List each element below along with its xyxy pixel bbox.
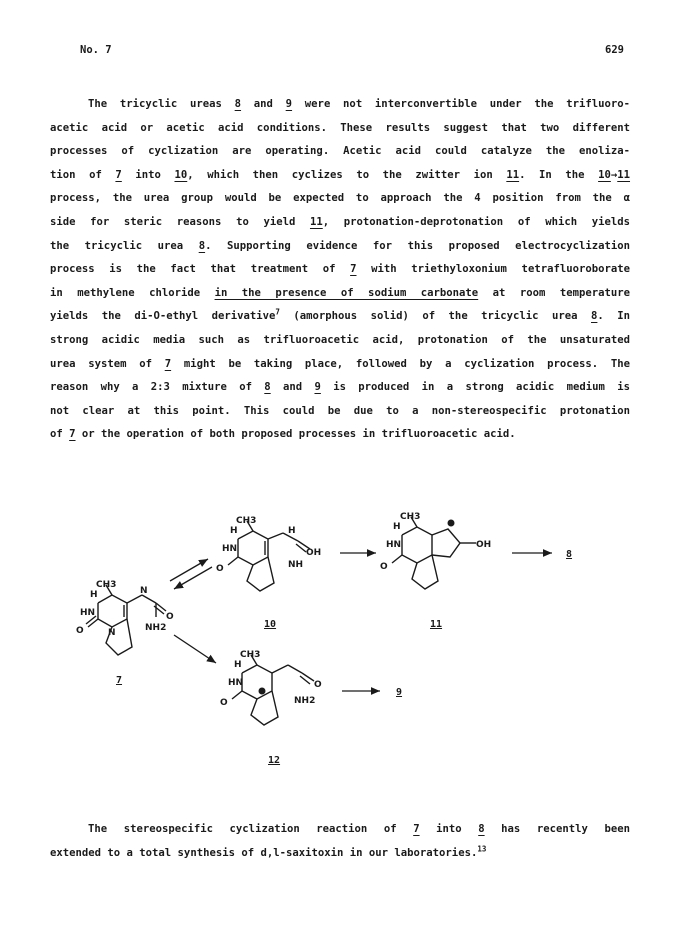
- compound-reference: 7: [69, 428, 76, 441]
- atom-o: O: [166, 612, 174, 622]
- compound-reference: 9: [285, 98, 293, 110]
- charge-dot: [259, 688, 266, 695]
- product-label-9: 9: [396, 687, 403, 698]
- compound-label-11: 11: [430, 619, 443, 630]
- compound-label-7: 7: [116, 675, 123, 686]
- text-span: or the operation of both proposed processes in trifluoroacetic acid.: [75, 428, 516, 441]
- text-span: (amorphous solid) of the tricyclic urea: [279, 310, 592, 323]
- compound-reference: 7: [350, 263, 357, 276]
- compound-reference: 8: [478, 823, 485, 835]
- compound-label-12: 12: [268, 755, 281, 766]
- text-line: [50, 423, 630, 447]
- text-span: and: [241, 98, 286, 110]
- text-line: [50, 93, 630, 117]
- product-label-8: 8: [566, 549, 573, 560]
- compound-reference: 8: [234, 98, 242, 110]
- text-span: The stereospecific cyclization reaction of: [88, 823, 414, 835]
- compound-reference: in the presence of sodium carbonate: [214, 286, 479, 299]
- text-span: →: [610, 168, 618, 181]
- text-line: [50, 818, 630, 842]
- text-line: [50, 353, 630, 377]
- text-span: process, the urea group would be expected to approach the 4 position from the α: [50, 192, 630, 205]
- page-number: 629: [605, 44, 624, 56]
- text-span: the tricyclic urea: [50, 239, 199, 252]
- text-line: [50, 376, 630, 400]
- atom-h: H: [90, 590, 98, 600]
- atom-nh: NH: [288, 560, 304, 570]
- equilibrium-arrow-forward: [170, 559, 208, 581]
- atom-h: H: [393, 522, 401, 532]
- text-span: strong acidic media such as trifluoroacetic acid, protonation of the unsaturated: [50, 333, 630, 346]
- text-span: not clear at this point. This could be due to a non-stereospecific protonation: [50, 404, 630, 417]
- atom-hn: HN: [228, 678, 244, 688]
- compound-reference: 10: [598, 168, 611, 181]
- text-span: with triethyloxonium tetrafluoroborate: [356, 263, 630, 276]
- atom-o: O: [314, 680, 322, 690]
- atom-ch3: CH3: [96, 580, 117, 590]
- compound-reference: 7: [115, 168, 122, 181]
- atom-nh2: NH2: [145, 623, 167, 633]
- reference-superscript: 7: [275, 307, 280, 317]
- journal-number: No. 7: [80, 44, 112, 56]
- atom-h: H: [234, 660, 242, 670]
- atom-o: O: [380, 562, 388, 572]
- text-span: , which then cyclizes to the zwitter ion: [187, 168, 507, 181]
- compound-reference: 7: [413, 823, 420, 835]
- text-span: is produced in a strong acidic medium is: [320, 381, 630, 394]
- text-span: yields the di-O-ethyl derivative: [50, 310, 276, 323]
- text-line: [50, 282, 630, 306]
- text-span: side for steric reasons to yield: [50, 215, 310, 228]
- text-line: [50, 140, 630, 164]
- reference-superscript: 13: [477, 844, 487, 854]
- reaction-scheme: [50, 495, 610, 780]
- atom-oh: OH: [306, 548, 322, 558]
- atom-n: N: [140, 586, 148, 596]
- text-span: , protonation-deprotonation of which yields: [322, 215, 630, 228]
- text-span: . In: [597, 310, 631, 323]
- structure-10: [228, 521, 310, 591]
- atom-hn: HN: [222, 544, 238, 554]
- compound-reference: 9: [314, 381, 321, 394]
- compound-reference: 8: [198, 239, 206, 252]
- atom-o: O: [220, 698, 228, 708]
- compound-reference: 11: [506, 168, 520, 181]
- atom-h: H: [230, 526, 238, 536]
- compound-reference: 11: [617, 168, 631, 181]
- text-span: of: [50, 428, 70, 441]
- text-line: [50, 305, 630, 329]
- atom-n: N: [108, 628, 116, 638]
- text-span: . Supporting evidence for this proposed electrocyclization: [205, 239, 630, 252]
- structure-11: [392, 517, 476, 589]
- text-line: [50, 235, 630, 259]
- compound-reference: 7: [164, 357, 172, 370]
- text-line: [50, 164, 630, 188]
- text-span: acetic acid or acetic acid conditions. These results suggest that two different: [50, 121, 630, 134]
- text-line: [50, 842, 630, 866]
- text-span: process is the fact that treatment of: [50, 263, 351, 276]
- body-paragraph-2: [50, 818, 630, 865]
- text-span: were not interconvertible under the trifluoro-: [292, 98, 631, 110]
- atom-hn: HN: [80, 608, 96, 618]
- text-line: [50, 329, 630, 353]
- text-line: [50, 211, 630, 235]
- text-span: at room temperature: [478, 286, 631, 299]
- text-span: urea system of: [50, 357, 165, 370]
- text-span: has recently been: [484, 823, 630, 835]
- text-span: and: [270, 381, 315, 394]
- text-span: reason why a 2:3 mixture of: [50, 381, 265, 394]
- compound-reference: 8: [264, 381, 271, 394]
- structure-7: [86, 585, 166, 655]
- text-span: into: [121, 168, 175, 181]
- text-span: processes of cyclization are operating. Acetic acid could catalyze the enoliza-: [50, 145, 630, 158]
- atom-o: O: [76, 626, 84, 636]
- text-line: [50, 117, 630, 141]
- atom-h: H: [288, 526, 296, 536]
- atom-oh: OH: [476, 540, 492, 550]
- text-span: . In the: [519, 168, 599, 181]
- text-span: into: [419, 823, 479, 835]
- compound-reference: 11: [309, 215, 323, 228]
- atom-ch3: CH3: [240, 650, 261, 660]
- text-span: extended to a total synthesis of d,l-saxitoxin in our laboratories.: [50, 846, 478, 859]
- atom-nh2: NH2: [294, 696, 316, 706]
- compound-reference: 8: [591, 310, 598, 323]
- atom-ch3: CH3: [236, 516, 257, 526]
- text-span: The tricyclic ureas: [88, 98, 235, 110]
- compound-label-10: 10: [264, 619, 277, 630]
- text-span: in methylene chloride: [50, 286, 215, 299]
- text-line: [50, 187, 630, 211]
- equilibrium-arrow-reverse: [174, 567, 212, 589]
- text-line: [50, 258, 630, 282]
- arrow-to-12: [174, 635, 216, 663]
- text-span: might be taking place, followed by a cyclization process. The: [171, 357, 631, 370]
- text-span: tion of: [50, 168, 116, 181]
- structure-12: [232, 655, 314, 725]
- text-line: [50, 400, 630, 424]
- body-paragraph-1: [50, 93, 630, 447]
- compound-reference: 10: [174, 168, 188, 181]
- charge-dot: [448, 520, 455, 527]
- atom-ch3: CH3: [400, 512, 421, 522]
- atom-o: O: [216, 564, 224, 574]
- atom-hn: HN: [386, 540, 402, 550]
